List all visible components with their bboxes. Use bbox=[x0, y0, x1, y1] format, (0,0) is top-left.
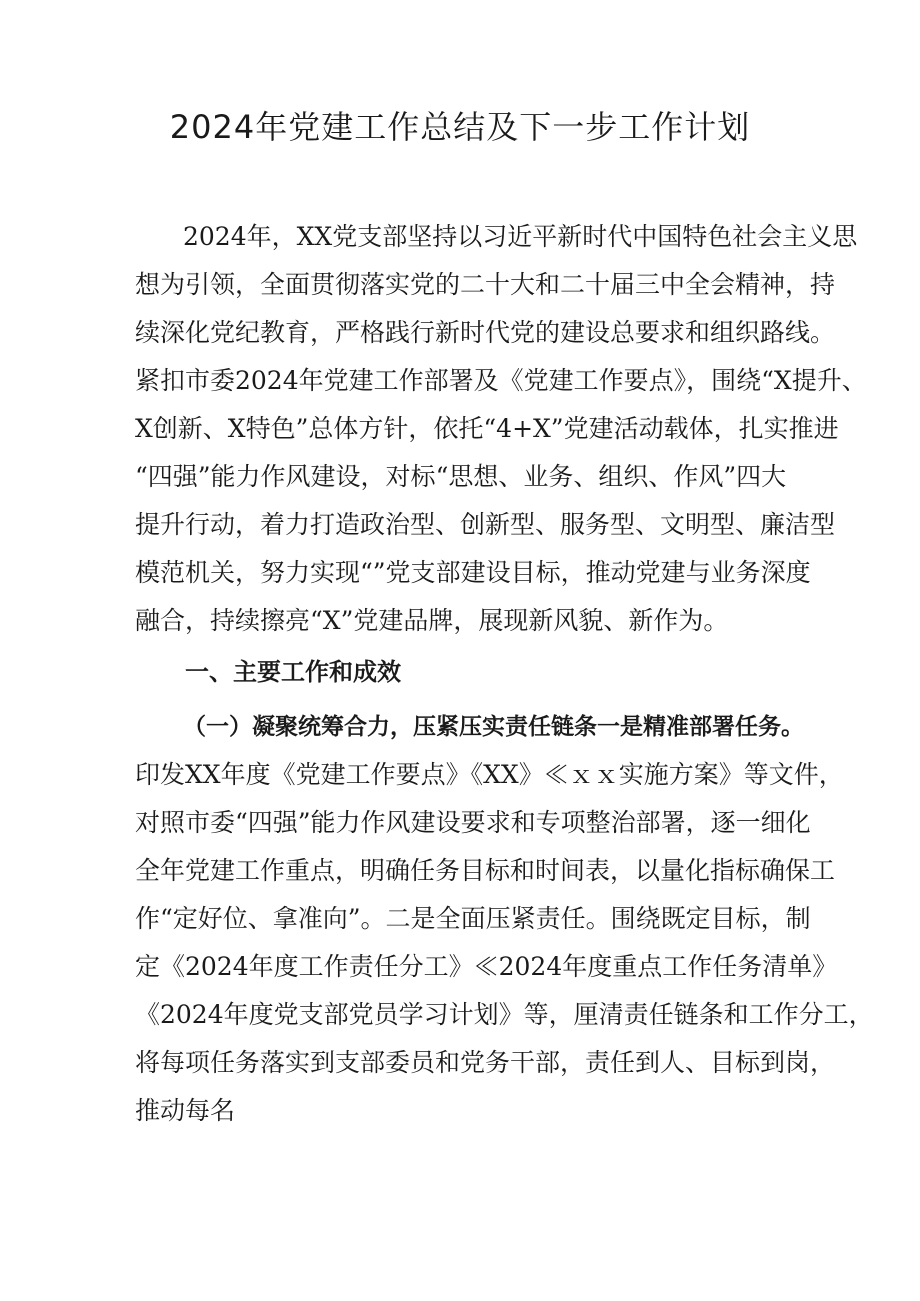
paragraph-line: 作“定好位、拿准向”。二是全面压紧责任。围绕既定目标，制 bbox=[135, 904, 811, 933]
paragraph-line: 想为引领，全面贯彻落实党的二十大和二十届三中全会精神，持 bbox=[135, 270, 836, 299]
paragraph-line: 全年党建工作重点，明确任务目标和时间表，以量化指标确保工 bbox=[135, 856, 836, 885]
paragraph-line: 印发XX年度《党建工作要点》《XX》≪ｘｘ实施方案》等文件， bbox=[135, 760, 844, 789]
paragraph-line: X创新、X特色”总体方针，依托“4+X”党建活动载体，扎实推进 bbox=[135, 414, 839, 443]
paragraph-line: 2024年，XX党支部坚持以习近平新时代中国特色社会主义思 bbox=[183, 222, 858, 251]
paragraph-line: 提升行动，着力打造政治型、创新型、服务型、文明型、廉洁型 bbox=[135, 510, 836, 539]
paragraph-line: 定《2024年度工作责任分工》≪2024年度重点工作任务清单》 bbox=[135, 952, 838, 981]
paragraph-line: 续深化党纪教育，严格践行新时代党的建设总要求和组织路线。 bbox=[135, 318, 836, 347]
paragraph-line: 推动每名 bbox=[135, 1096, 236, 1125]
paragraph-line: 将每项任务落实到支部委员和党务干部，责任到人、目标到岗， bbox=[135, 1048, 836, 1077]
paragraph-line: 模范机关，努力实现“”党支部建设目标，推动党建与业务深度 bbox=[135, 558, 811, 587]
section-heading: 一、主要工作和成效 bbox=[185, 658, 401, 686]
paragraph-line: 对照市委“四强”能力作风建设要求和专项整治部署，逐一细化 bbox=[135, 808, 811, 837]
subsection-heading: （一）凝聚统筹合力，压紧压实责任链条一是精准部署任务。 bbox=[183, 714, 804, 740]
paragraph-line: “四强”能力作风建设，对标“思想、业务、组织、作风”四大 bbox=[135, 462, 787, 491]
paragraph-line: 紧扣市委2024年党建工作部署及《党建工作要点》，围绕“X提升、 bbox=[135, 366, 867, 395]
paragraph-line: 《2024年度党支部党员学习计划》等，厘清责任链条和工作分工， bbox=[135, 1000, 874, 1029]
section-paragraph bbox=[135, 703, 874, 1135]
document-title: 2024年党建工作总结及下一步工作计划 bbox=[169, 108, 751, 146]
intro-paragraph bbox=[135, 213, 867, 645]
paragraph-line: 融合，持续擦亮“X”党建品牌，展现新风貌、新作为。 bbox=[135, 606, 729, 635]
